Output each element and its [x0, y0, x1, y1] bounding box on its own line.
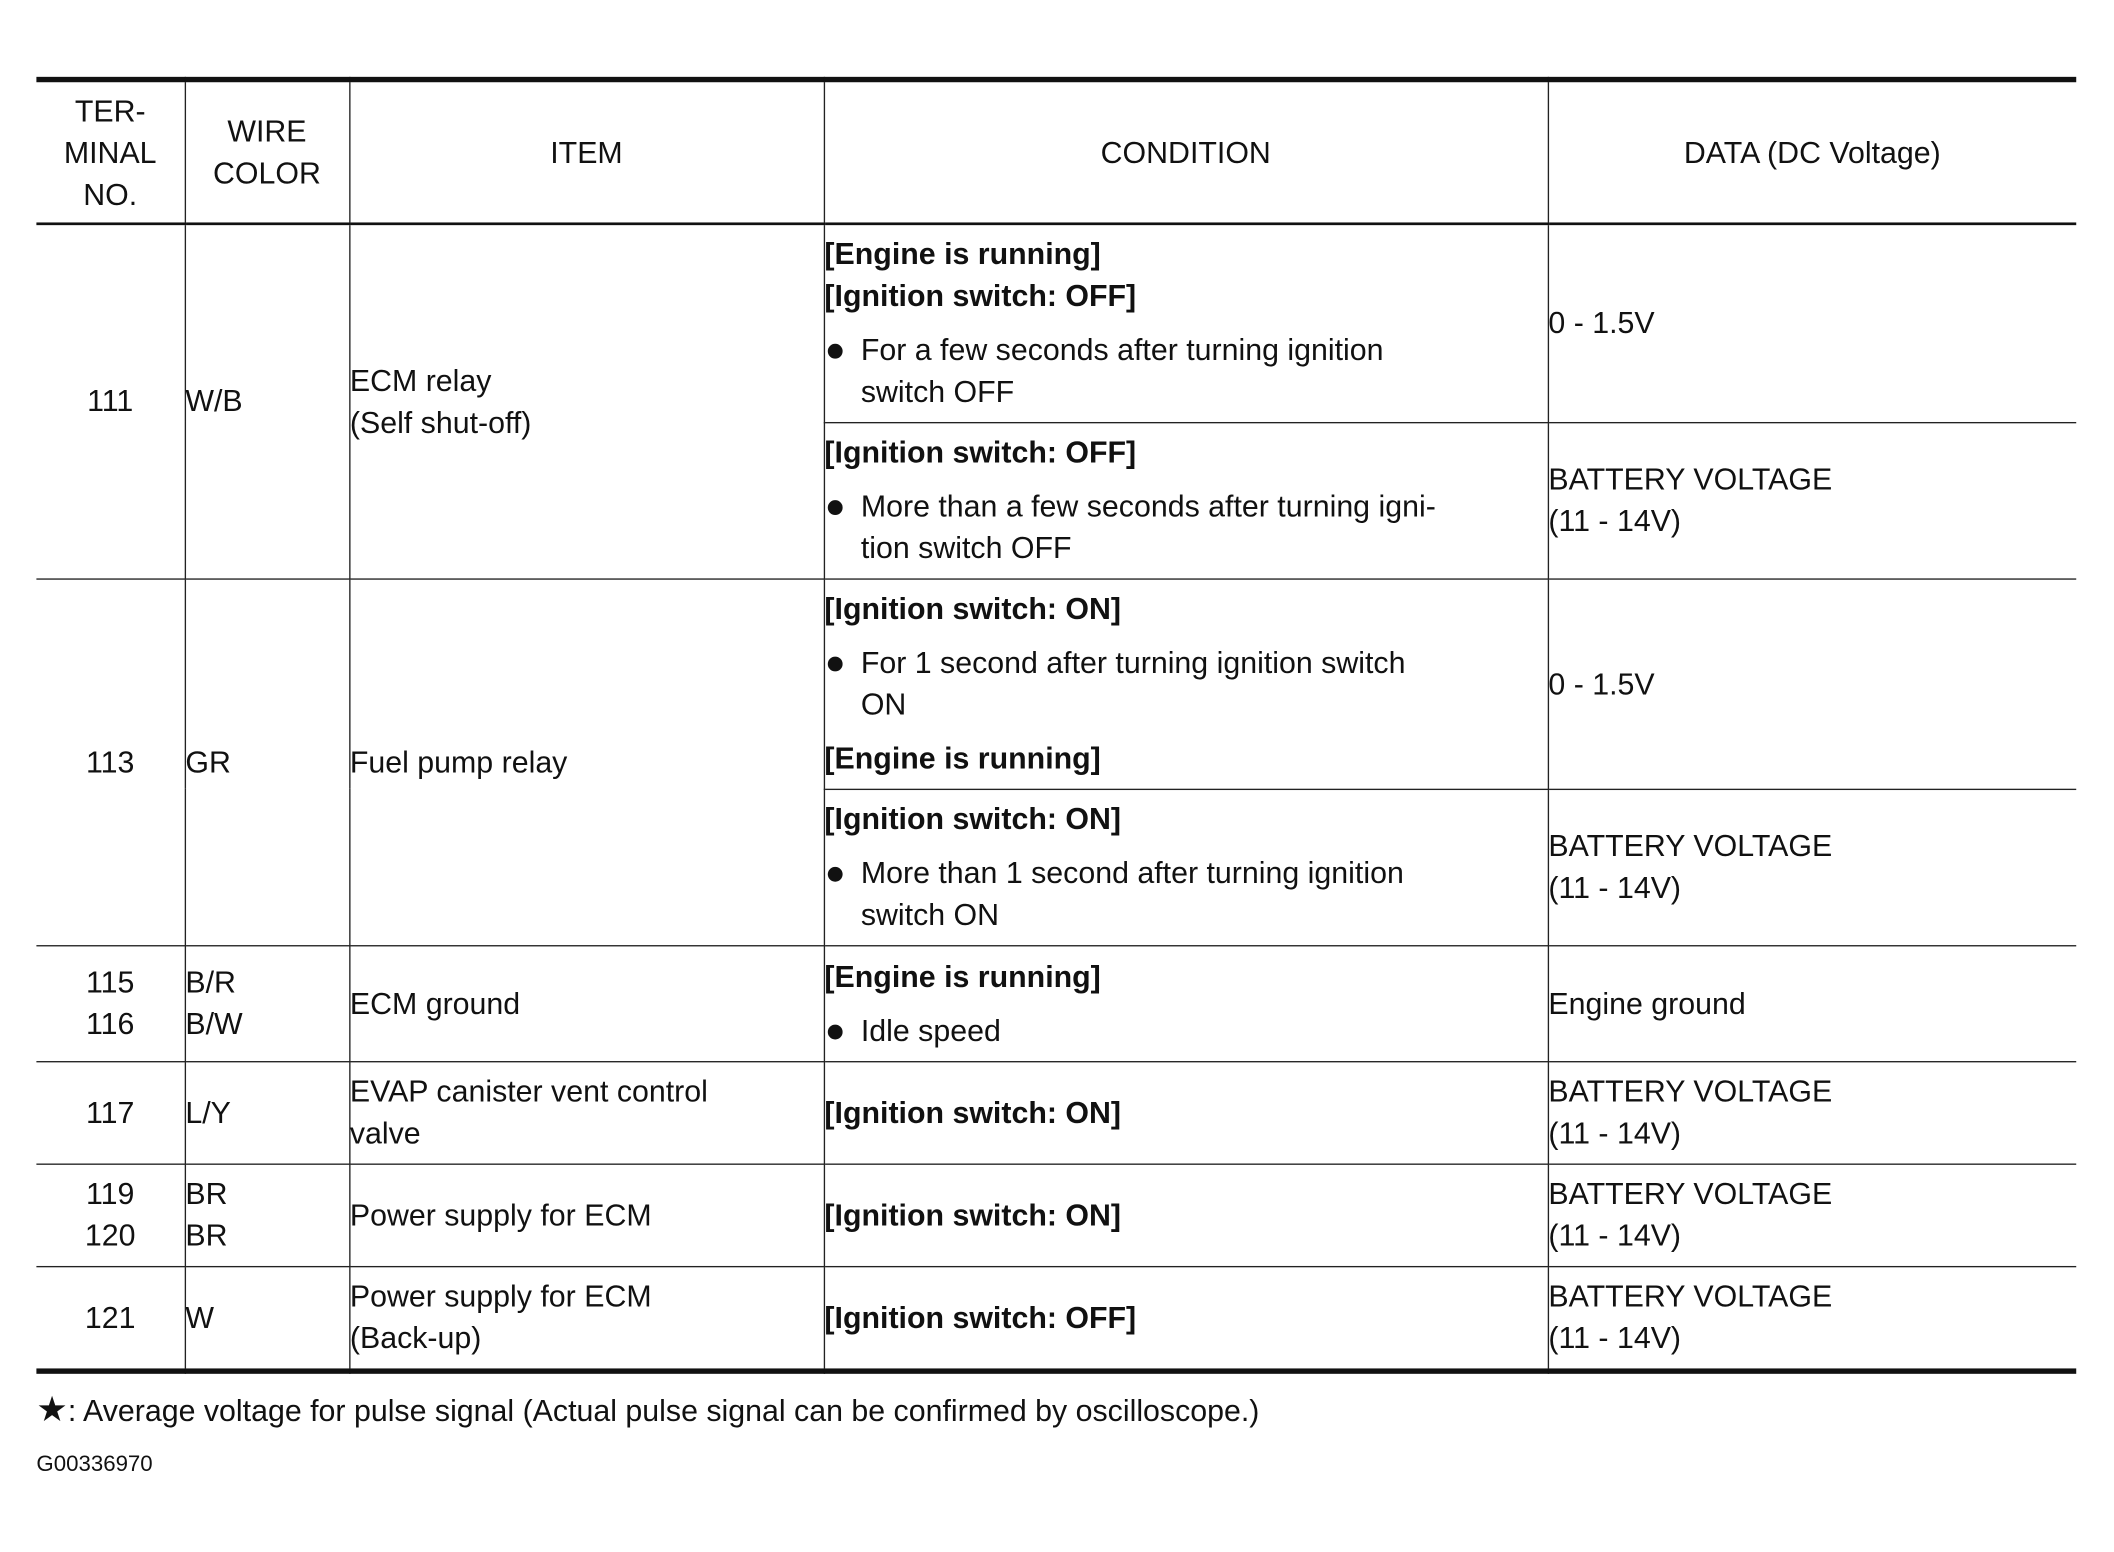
data-voltage-cell	[1548, 1061, 2076, 1163]
wire-color-cell	[185, 578, 349, 945]
bullet-icon	[827, 657, 842, 672]
table-row	[36, 1266, 2076, 1371]
figure-id: G00336970	[36, 1452, 153, 1477]
condition-state-heading: [Engine is running]	[824, 237, 1101, 272]
condition-bullet-text: Idle speed	[860, 1013, 1001, 1047]
data-voltage-cell	[1548, 945, 2076, 1061]
item-cell	[349, 1061, 824, 1163]
condition-cell	[824, 578, 1548, 788]
terminal-no-text: 117	[86, 1095, 135, 1130]
item-text: ECM ground	[349, 986, 521, 1020]
terminal-no-text: 113	[86, 744, 135, 779]
terminal-no-cell	[36, 1163, 184, 1265]
condition-bullet-item	[824, 329, 1547, 413]
condition-bullet-text: More than 1 second after turning ignition switch ON	[860, 856, 1404, 932]
data-voltage-cell	[1548, 422, 2076, 578]
wire-color-cell	[185, 1061, 349, 1163]
condition-cell	[824, 422, 1548, 578]
condition-bullet-text: More than a few seconds after turning igni- tion switch OFF	[860, 489, 1436, 565]
wire-color-text: L/Y	[185, 1095, 231, 1130]
data-voltage-cell	[1548, 1266, 2076, 1371]
terminal-no-cell	[36, 1266, 184, 1371]
condition-header: CONDITION	[824, 80, 1548, 224]
condition-cell	[824, 1061, 1548, 1163]
item-cell	[349, 578, 824, 945]
data-voltage-cell	[1548, 578, 2076, 788]
item-header: ITEM	[349, 80, 824, 224]
condition-bullet-text: For a few seconds after turning ignition switch OFF	[860, 333, 1384, 409]
wire-color-cell	[185, 1163, 349, 1265]
condition-cell	[824, 789, 1548, 945]
condition-state-heading: [Ignition switch: OFF]	[824, 435, 1137, 470]
condition-cell	[824, 945, 1548, 1061]
terminal-no-text: 119 120	[84, 1176, 136, 1253]
condition-state-heading: [Ignition switch: OFF]	[824, 1300, 1137, 1335]
condition-state-heading: [Ignition switch: ON]	[824, 591, 1121, 626]
footnote-text: : Average voltage for pulse signal (Actual pulse signal can be confirmed by oscilloscope.)	[67, 1394, 1260, 1428]
wire-color-cell	[185, 1266, 349, 1371]
data-voltage-text: BATTERY VOLTAGE (11 - 14V)	[1548, 1279, 1833, 1356]
wire-color-text: W	[185, 1300, 215, 1335]
terminal-no-cell	[36, 945, 184, 1061]
bullet-icon	[827, 344, 842, 359]
terminal-no-text: 121	[84, 1300, 136, 1335]
item-text: Fuel pump relay	[349, 744, 568, 779]
data-voltage-text: BATTERY VOLTAGE (11 - 14V)	[1548, 462, 1833, 538]
ecm-terminal-table	[36, 77, 2076, 1374]
table-row	[36, 578, 2076, 788]
condition-bullet-item	[824, 642, 1547, 726]
star-icon: ★	[36, 1388, 68, 1430]
wire-color-text: B/R B/W	[185, 965, 243, 1041]
wire-color-cell	[185, 945, 349, 1061]
terminal-no-text: 111	[87, 384, 134, 419]
data-voltage-text: 0 - 1.5V	[1548, 306, 1655, 341]
terminal-no-cell	[36, 224, 184, 579]
data-voltage-cell	[1548, 224, 2076, 422]
condition-bullet-text: For 1 second after turning ignition switch ON	[860, 645, 1406, 722]
table-header-row	[36, 80, 2076, 224]
data-dc-voltage-header: DATA (DC Voltage)	[1548, 80, 2076, 224]
item-text: ECM relay (Self shut-off)	[349, 363, 532, 440]
data-voltage-text: 0 - 1.5V	[1548, 666, 1655, 701]
terminal-no-cell	[36, 578, 184, 945]
terminal-no-cell	[36, 1061, 184, 1163]
wire-color-header: WIRE COLOR	[185, 80, 349, 224]
item-cell	[349, 945, 824, 1061]
data-voltage-text: BATTERY VOLTAGE (11 - 14V)	[1548, 1176, 1833, 1253]
item-cell	[349, 1163, 824, 1265]
item-cell	[349, 1266, 824, 1371]
data-voltage-cell	[1548, 789, 2076, 945]
wire-color-text: BR BR	[185, 1176, 228, 1253]
bullet-icon	[827, 867, 842, 882]
condition-state-heading: [Engine is running]	[824, 741, 1101, 776]
item-text: EVAP canister vent control valve	[349, 1074, 708, 1151]
table-row	[36, 945, 2076, 1061]
wire-color-cell	[185, 224, 349, 579]
condition-state-heading: [Engine is running]	[824, 959, 1101, 993]
condition-state-heading: [Ignition switch: ON]	[824, 1197, 1121, 1232]
condition-cell	[824, 1266, 1548, 1371]
table-row	[36, 224, 2076, 422]
table-row	[36, 1163, 2076, 1265]
condition-cell	[824, 1163, 1548, 1265]
item-text: Power supply for ECM (Back-up)	[349, 1279, 652, 1356]
condition-bullet-item	[824, 1009, 1547, 1051]
condition-bullet-item	[824, 485, 1547, 569]
item-cell	[349, 224, 824, 579]
condition-state-heading: [Ignition switch: ON]	[824, 1095, 1121, 1130]
condition-state-heading: [Ignition switch: OFF]	[824, 279, 1137, 314]
table-row	[36, 1061, 2076, 1163]
condition-state-heading: [Ignition switch: ON]	[824, 802, 1121, 836]
condition-cell	[824, 224, 1548, 422]
bullet-icon	[827, 1024, 842, 1039]
wire-color-text: GR	[185, 744, 231, 779]
terminal-no-text: 115 116	[86, 965, 135, 1041]
data-voltage-text: BATTERY VOLTAGE (11 - 14V)	[1548, 829, 1833, 905]
wire-color-text: W/B	[185, 384, 243, 419]
data-voltage-text: Engine ground	[1548, 986, 1746, 1020]
terminal-no-header: TER- MINAL NO.	[36, 80, 184, 224]
data-voltage-cell	[1548, 1163, 2076, 1265]
footnote	[36, 1389, 1259, 1431]
item-text: Power supply for ECM	[349, 1197, 652, 1232]
bullet-icon	[827, 500, 842, 515]
condition-bullet-item	[824, 852, 1547, 936]
data-voltage-text: BATTERY VOLTAGE (11 - 14V)	[1548, 1074, 1833, 1151]
